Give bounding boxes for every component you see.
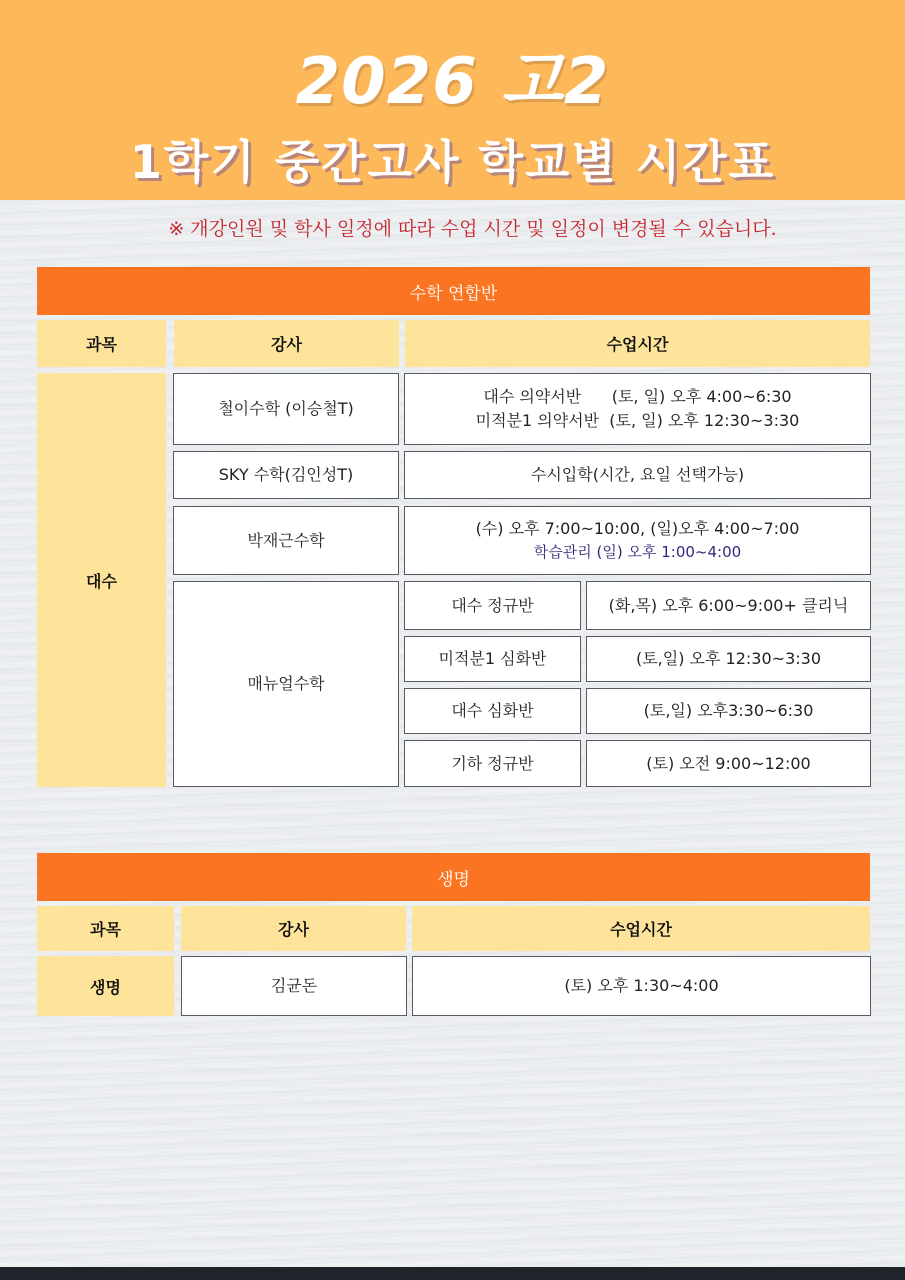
math-header-schedule: 수업시간 [405,320,870,367]
schedule-cell [404,506,871,575]
class-time-cell: (화,목) 오후 6:00~9:00+ 클리닉 [586,581,871,630]
class-name-cell: 미적분1 심화반 [404,636,581,682]
class-name-cell: 대수 심화반 [404,688,581,734]
bio-header-subject: 과목 [37,906,174,951]
math-subject-cell: 대수 [37,373,166,787]
bio-subject-cell: 생명 [37,956,174,1016]
math-section-title: 수학 연합반 [37,267,870,315]
study-management-line: 학습관리 (일) 오후 1:00~4:00 [533,543,742,562]
bottom-bar [0,1267,905,1280]
instructor-cell: SKY 수학(김인성T) [173,451,399,499]
bio-section-title: 생명 [37,853,870,901]
class-name-cell: 기하 정규반 [404,740,581,787]
schedule-line: (수) 오후 7:00~10:00, (일)오후 4:00~7:00 [475,519,800,539]
schedule-cell: (토) 오후 1:30~4:00 [412,956,871,1016]
schedule-line: 대수 의약서반 (토, 일) 오후 4:00~6:30 [483,387,792,406]
schedule-cell [404,373,871,445]
schedule-line: 미적분1 의약서반 (토, 일) 오후 12:30~3:30 [475,411,800,430]
math-header-subject: 과목 [37,320,166,367]
title-year-grade: 2026 고2 [295,45,610,119]
class-time-cell: (토,일) 오후 12:30~3:30 [586,636,871,682]
bio-header-schedule: 수업시간 [412,906,870,951]
instructor-cell: 김균돈 [181,956,407,1016]
math-header-instructor: 강사 [174,320,399,367]
bio-header-instructor: 강사 [181,906,406,951]
instructor-cell: 박재근수학 [173,506,399,575]
title-banner [0,0,905,200]
schedule-change-notice: ※ 개강인원 및 학사 일정에 따라 수업 시간 및 일정이 변경될 수 있습니다. [168,218,777,240]
class-time-cell: (토,일) 오후3:30~6:30 [586,688,871,734]
class-time-cell: (토) 오전 9:00~12:00 [586,740,871,787]
instructor-cell: 매뉴얼수학 [173,581,399,787]
instructor-cell: 철이수학 (이승철T) [173,373,399,445]
schedule-cell: 수시입학(시간, 요일 선택가능) [404,451,871,499]
title-timetable: 1학기 중간고사 학교별 시간표 [129,135,776,189]
class-name-cell: 대수 정규반 [404,581,581,630]
